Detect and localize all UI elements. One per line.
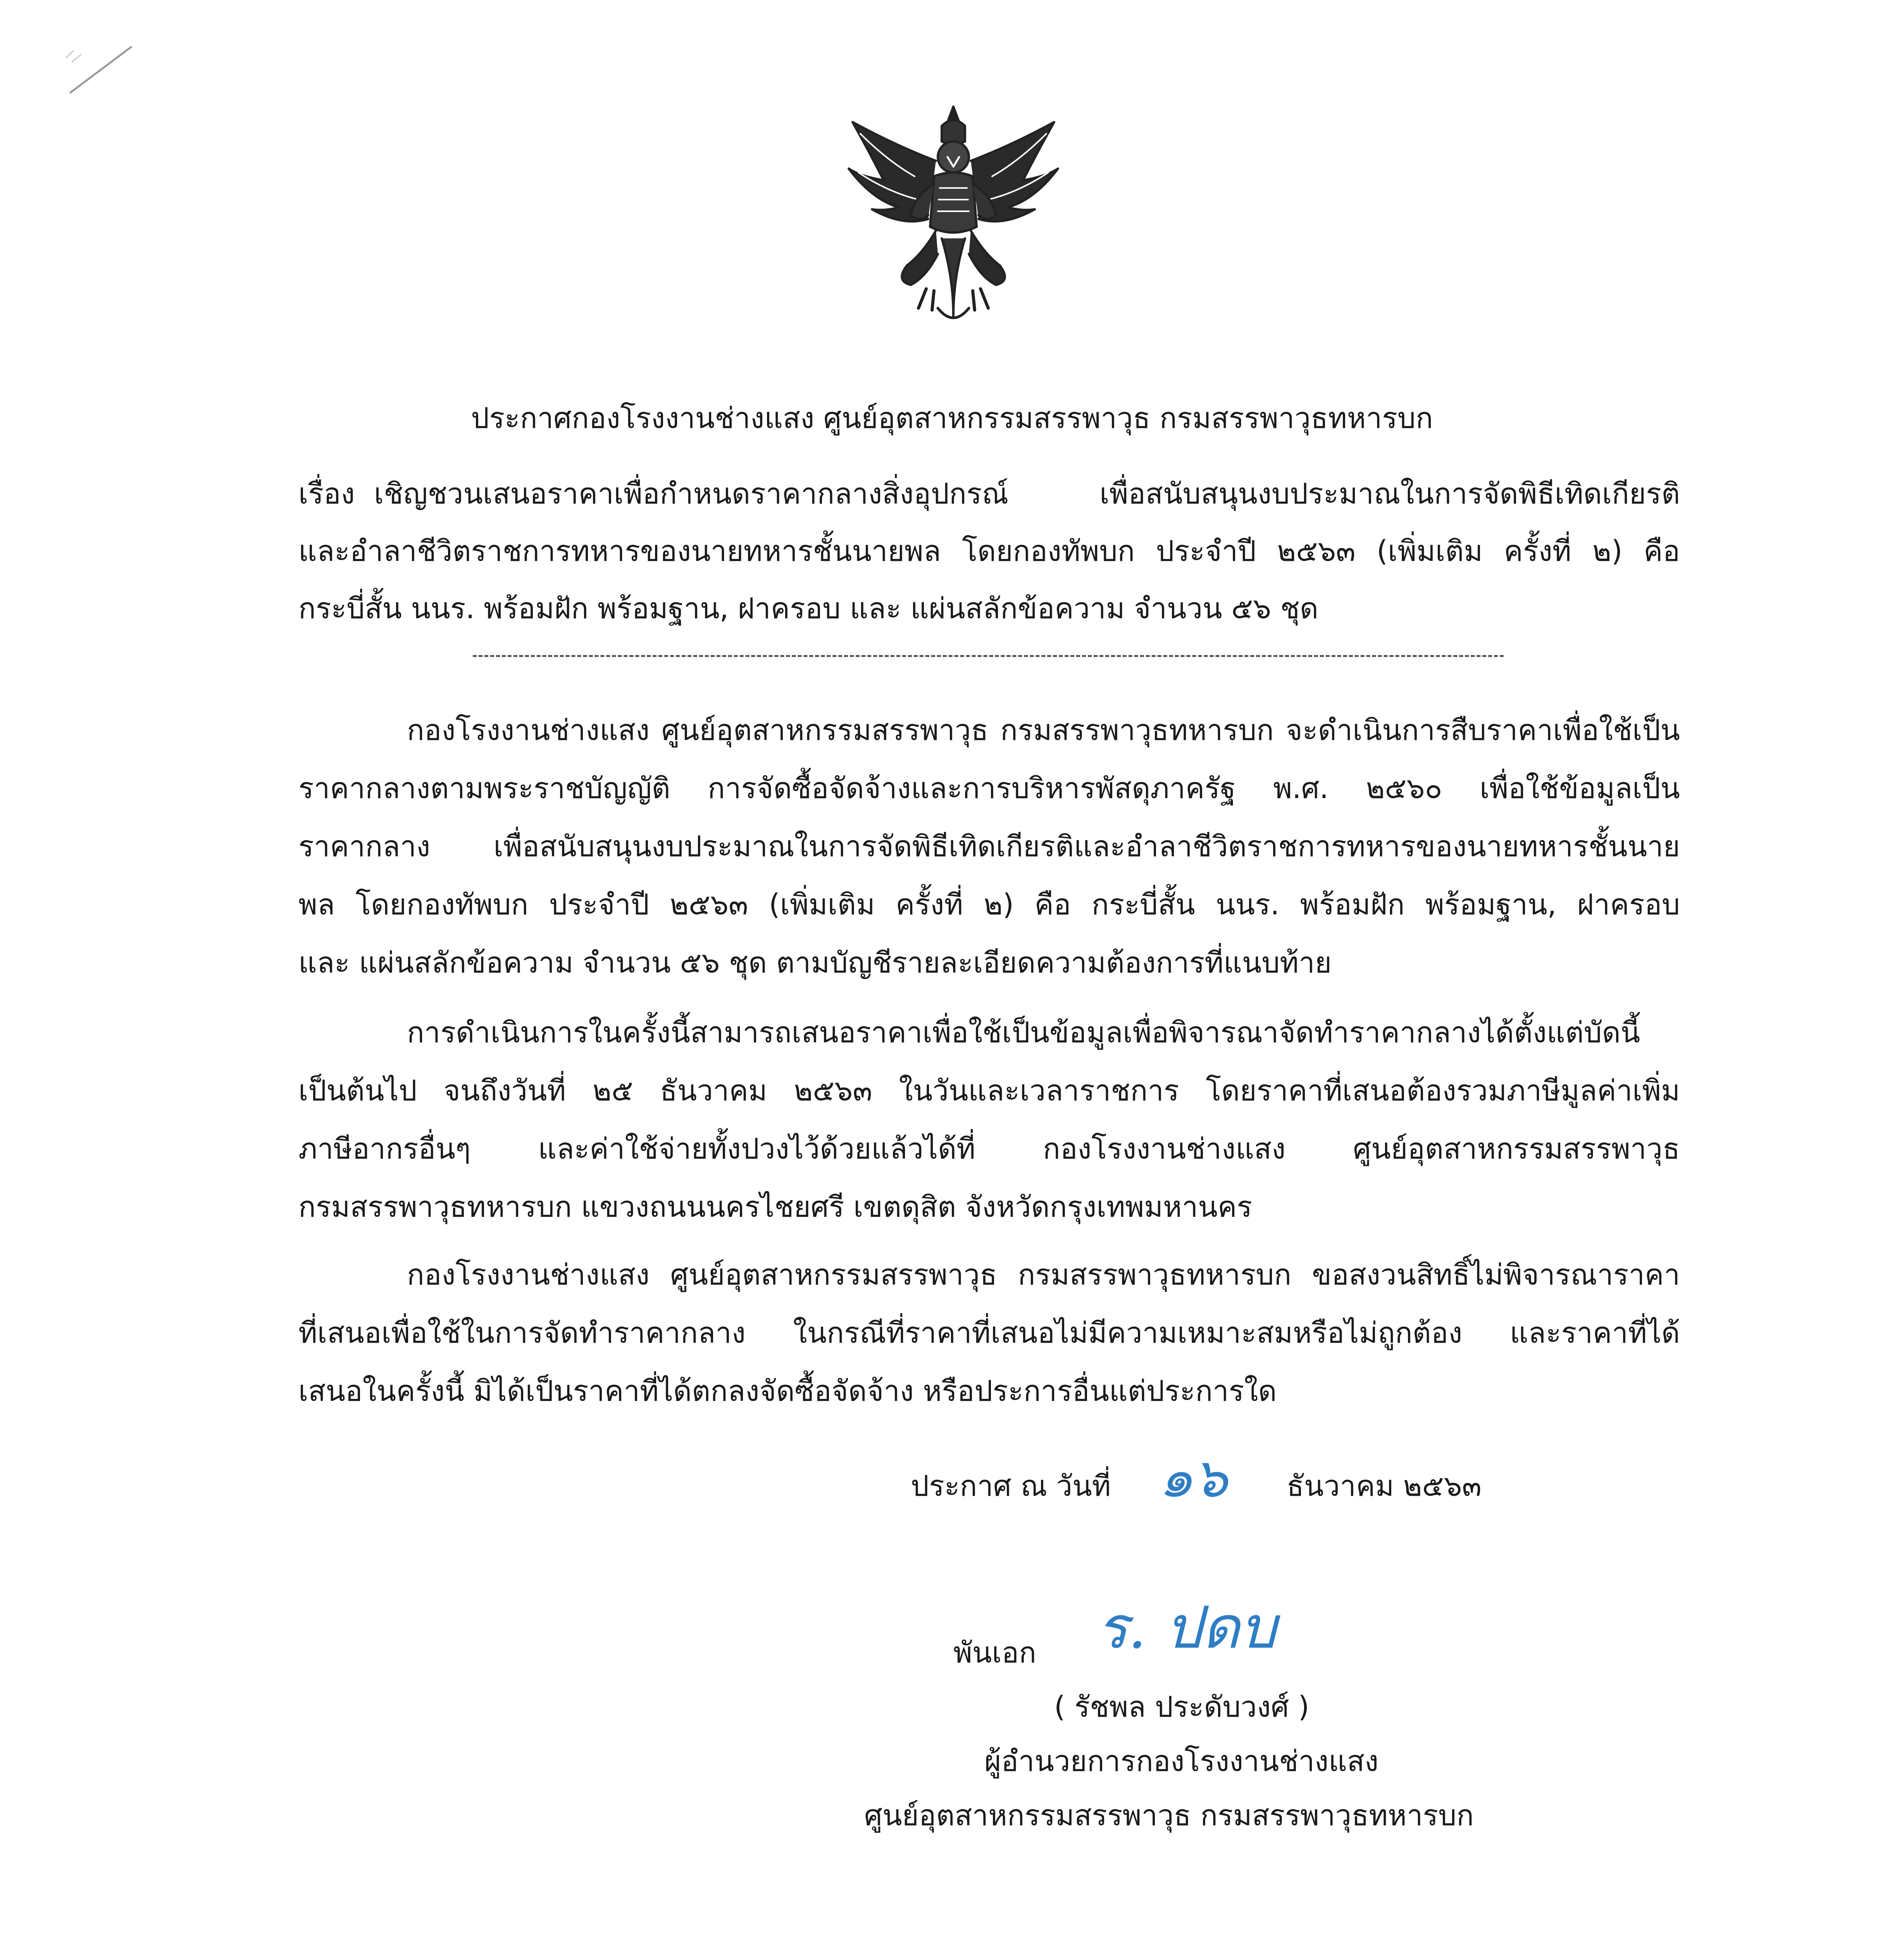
signer-position-2: ศูนย์อุตสาหกรรมสรรพาวุธ กรมสรรพาวุธทหารบก xyxy=(864,1799,1474,1832)
paragraph-1-line: พล โดยกองทัพบก ประจำปี ๒๕๖๓ (เพิ่มเติม ครั้งที่ ๒) คือ กระบี่สั้น นนร. พร้อมฝัก พร้อมฐาน, ฝาครอบ xyxy=(298,888,1680,921)
subject-line-2: และอำลาชีวิตราชการทหารของนายทหารชั้นนายพล โดยกองทัพบก ประจำปี ๒๕๖๓ (เพิ่มเติม ครั้งที่ ๒) คือ xyxy=(298,535,1680,568)
subject-label: เรื่อง xyxy=(298,477,355,510)
paragraph-2-line: เป็นต้นไป จนถึงวันที่ ๒๕ ธันวาคม ๒๕๖๓ ในวันและเวลาราชการ โดยราคาที่เสนอต้องรวมภาษีมูลค่าเพิ่ม xyxy=(298,1074,1680,1107)
paragraph-1-line: กองโรงงานช่างแสง ศูนย์อุตสาหกรรมสรรพาวุธ กรมสรรพาวุธทหารบก จะดำเนินการสืบราคาเพื่อใช้เป็น xyxy=(407,714,1680,747)
date-month-year: ธันวาคม ๒๕๖๓ xyxy=(1287,1469,1482,1503)
paragraph-1-line: และ แผ่นสลักข้อความ จำนวน ๕๖ ชุด ตามบัญชีรายละเอียดความต้องการที่แนบท้าย xyxy=(298,946,1332,979)
date-prefix: ประกาศ ณ วันที่ xyxy=(911,1469,1111,1503)
handwritten-day: ๑๖ xyxy=(1159,1447,1228,1510)
paragraph-1-line: ราคากลาง เพื่อสนับสนุนงบประมาณในการจัดพิธีเทิดเกียรติและอำลาชีวิตราชการทหารของนายทหารชั้นนาย xyxy=(298,830,1680,863)
subject-line-3: กระบี่สั้น นนร. พร้อมฝัก พร้อมฐาน, ฝาครอบ และ แผ่นสลักข้อความ จำนวน ๕๖ ชุด xyxy=(298,592,1318,625)
pencil-mark xyxy=(58,35,143,105)
signer-position-1: ผู้อำนวยการกองโรงงานช่างแสง xyxy=(984,1745,1379,1778)
paragraph-3-line: เสนอในครั้งนี้ มิได้เป็นราคาที่ได้ตกลงจัดซื้อจัดจ้าง หรือประการอื่นแต่ประการใด xyxy=(298,1374,1277,1408)
separator-line xyxy=(473,655,1504,659)
handwritten-signature: ร. ปดบ xyxy=(1097,1594,1277,1662)
garuda-emblem-icon xyxy=(835,99,1072,331)
subject-line-1: เชิญชวนเสนอราคาเพื่อกำหนดราคากลางสิ่งอุปกรณ์ เพื่อสนับสนุนงบประมาณในการจัดพิธีเทิดเกียรติ xyxy=(374,477,1680,510)
paragraph-2-line: การดำเนินการในครั้งนี้สามารถเสนอราคาเพื่อใช้เป็นข้อมูลเพื่อพิจารณาจัดทำราคากลางได้ตั้งแต่บัดนี้ xyxy=(407,1016,1640,1049)
announcement-title: ประกาศกองโรงงานช่างแสง ศูนย์อุตสาหกรรมสรรพาวุธ กรมสรรพาวุธทหารบก xyxy=(471,402,1433,435)
signer-rank: พันเอก xyxy=(953,1636,1036,1669)
paragraph-3-line: ที่เสนอเพื่อใช้ในการจัดทำราคากลาง ในกรณีที่ราคาที่เสนอไม่มีความเหมาะสมหรือไม่ถูกต้อง และราคาที่ได้ xyxy=(298,1316,1680,1350)
signer-name: ( รัชพล ประดับวงศ์ ) xyxy=(1054,1690,1310,1724)
paragraph-2-line: กรมสรรพาวุธทหารบก แขวงถนนนครไชยศรี เขตดุสิต จังหวัดกรุงเทพมหานคร xyxy=(298,1190,1253,1224)
paragraph-3-line: กองโรงงานช่างแสง ศูนย์อุตสาหกรรมสรรพาวุธ กรมสรรพาวุธทหารบก ขอสงวนสิทธิ์ไม่พิจารณาราคา xyxy=(407,1258,1680,1291)
paragraph-2-line: ภาษีอากรอื่นๆ และค่าใช้จ่ายทั้งปวงไว้ด้วยแล้วได้ที่ กองโรงงานช่างแสง ศูนย์อุตสาหกรรมสรรพาวุธ xyxy=(298,1132,1680,1166)
paragraph-1-line: ราคากลางตามพระราชบัญญัติ การจัดซื้อจัดจ้างและการบริหารพัสดุภาครัฐ พ.ศ. ๒๕๖๐ เพื่อใช้ข้อมูลเป็น xyxy=(298,772,1680,805)
